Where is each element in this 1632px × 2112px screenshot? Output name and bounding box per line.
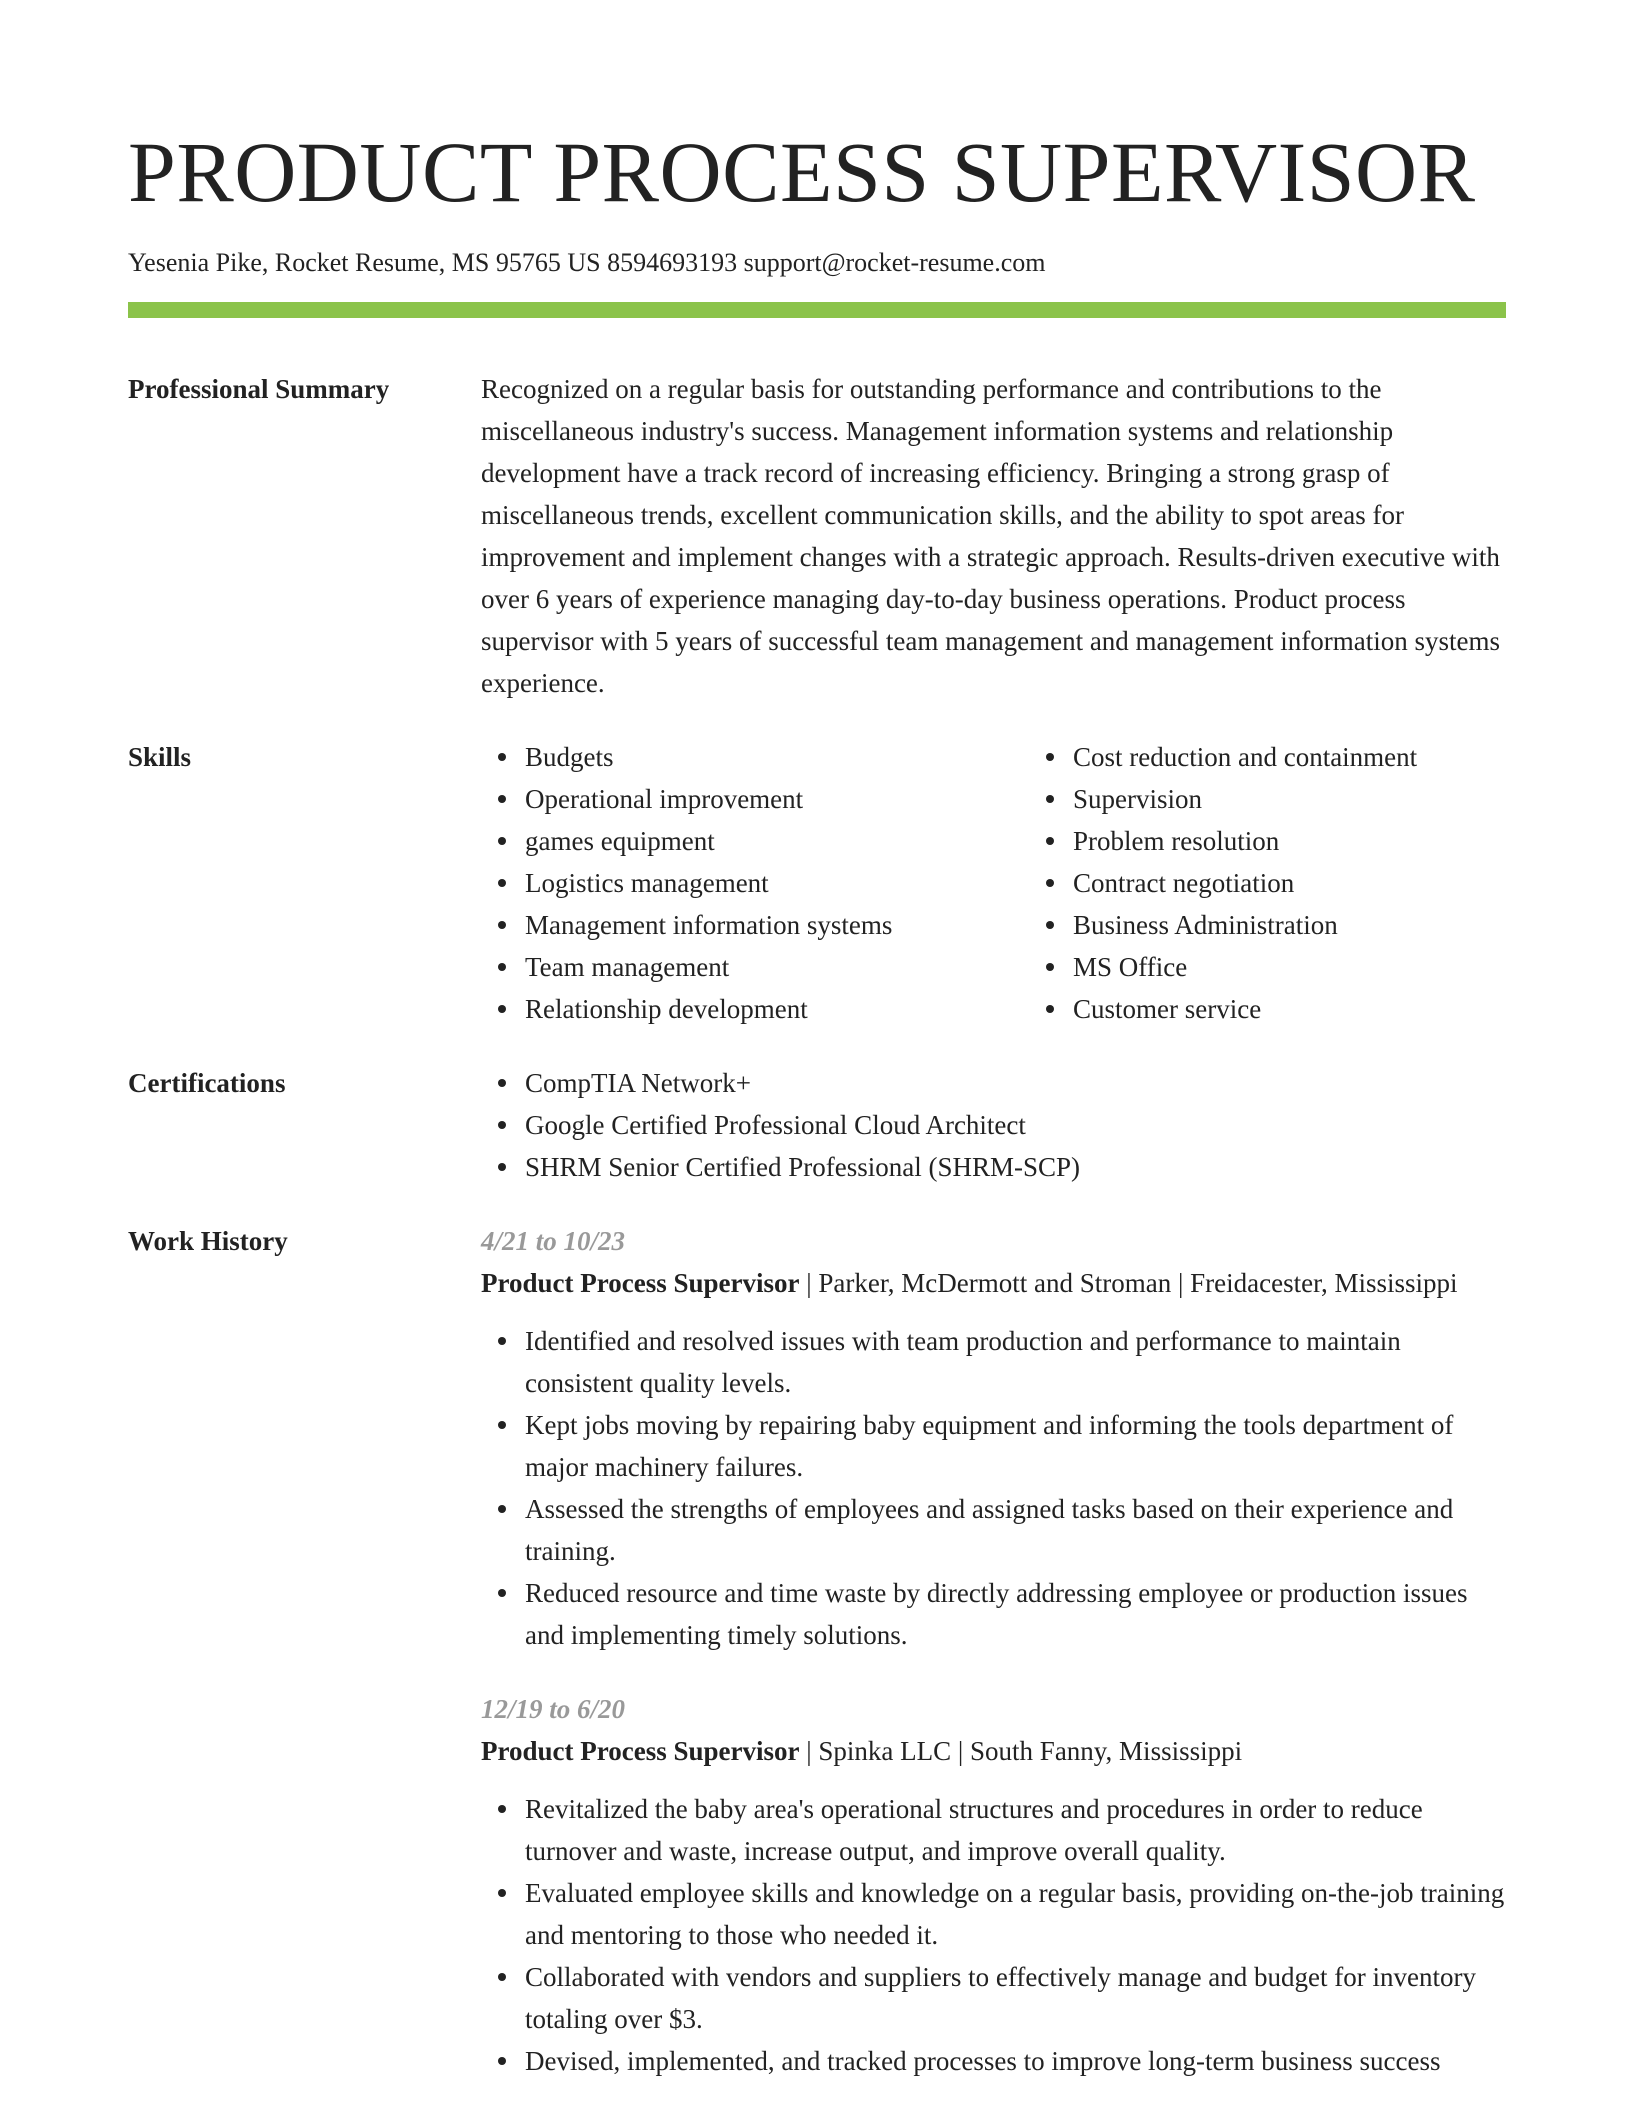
summary-body xyxy=(481,368,1506,704)
job-bullet: Kept jobs moving by repairing baby equipment and informing the tools department of major machinery failures. xyxy=(525,1404,1506,1488)
certifications-section xyxy=(128,1062,1506,1188)
skills-columns xyxy=(481,736,1577,1030)
job-details: | Parker, McDermott and Stroman | Freidacester, Mississippi xyxy=(799,1268,1458,1298)
skill-item: Management information systems xyxy=(525,904,1029,946)
job-bullet: Assessed the strengths of employees and assigned tasks based on their experience and training. xyxy=(525,1488,1506,1572)
resume-title: PRODUCT PROCESS SUPERVISOR xyxy=(128,124,1476,220)
skill-item: Logistics management xyxy=(525,862,1029,904)
job-bullet: Collaborated with vendors and suppliers to effectively manage and budget for inventory totaling over $3. xyxy=(525,1956,1506,2040)
job-date: 4/21 to 10/23 xyxy=(481,1226,626,1256)
job-title: Product Process Supervisor xyxy=(481,1268,800,1298)
skill-item: Team management xyxy=(525,946,1029,988)
skill-item: Operational improvement xyxy=(525,778,1029,820)
resume-page xyxy=(128,0,1506,2082)
skill-item: MS Office xyxy=(1073,946,1577,988)
job-entry xyxy=(481,1220,1506,1656)
job-heading xyxy=(481,1262,1506,1304)
job-title: Product Process Supervisor xyxy=(481,1736,800,1766)
skills-list-left xyxy=(481,736,1029,1030)
work-history-body xyxy=(481,1220,1506,2082)
skill-item: Cost reduction and containment xyxy=(1073,736,1577,778)
skill-item: Problem resolution xyxy=(1073,820,1577,862)
job-bullet: Reduced resource and time waste by directly addressing employee or production issues and implementing timely solutions. xyxy=(525,1572,1506,1656)
accent-divider xyxy=(128,302,1506,318)
certification-item: CompTIA Network+ xyxy=(525,1062,1506,1104)
skill-item: Customer service xyxy=(1073,988,1577,1030)
job-heading xyxy=(481,1730,1506,1772)
skills-list-right xyxy=(1029,736,1577,1030)
job-bullets xyxy=(481,1788,1506,2082)
skills-section xyxy=(128,736,1506,1030)
job-bullet: Revitalized the baby area's operational structures and procedures in order to reduce turnover and waste, increase output, and improve overall quality. xyxy=(525,1788,1506,1872)
work-history-section xyxy=(128,1220,1506,2082)
section-heading-skills: Skills xyxy=(128,742,192,772)
job-bullets xyxy=(481,1320,1506,1656)
section-heading-summary: Professional Summary xyxy=(128,374,390,404)
skill-item: Business Administration xyxy=(1073,904,1577,946)
job-bullet: Identified and resolved issues with team production and performance to maintain consistent quality levels. xyxy=(525,1320,1506,1404)
skill-item: Supervision xyxy=(1073,778,1577,820)
section-heading-certifications: Certifications xyxy=(128,1068,286,1098)
job-date: 12/19 to 6/20 xyxy=(481,1694,626,1724)
skill-item: Budgets xyxy=(525,736,1029,778)
skills-body xyxy=(481,736,1577,1030)
summary-section xyxy=(128,368,1506,704)
certifications-list xyxy=(481,1062,1506,1188)
skill-item: Contract negotiation xyxy=(1073,862,1577,904)
certification-item: SHRM Senior Certified Professional (SHRM-SCP) xyxy=(525,1146,1506,1188)
job-bullet: Evaluated employee skills and knowledge on a regular basis, providing on-the-job training and mentoring to those who needed it. xyxy=(525,1872,1506,1956)
contact-line: Yesenia Pike, Rocket Resume, MS 95765 US 8594693193 support@rocket-resume.com xyxy=(128,248,1046,277)
job-details: | Spinka LLC | South Fanny, Mississippi xyxy=(799,1736,1243,1766)
skill-item: Relationship development xyxy=(525,988,1029,1030)
certifications-body xyxy=(481,1062,1506,1188)
certification-item: Google Certified Professional Cloud Architect xyxy=(525,1104,1506,1146)
job-bullet: Devised, implemented, and tracked processes to improve long-term business success xyxy=(525,2040,1506,2082)
section-heading-work-history: Work History xyxy=(128,1226,288,1256)
skill-item: games equipment xyxy=(525,820,1029,862)
summary-text: Recognized on a regular basis for outstanding performance and contributions to the miscellaneous industry's success. Management information systems and relationship development have a track record of increasing efficiency. Bringing a strong grasp of miscellaneous trends, excellent communication skills, and the ability to spot areas for improvement and implement changes with a strategic approach. Results-driven executive with over 6 years of experience managing day-to-day business operations. Product process supervisor with 5 years of successful team management and management information systems experience. xyxy=(481,374,1500,698)
job-entry xyxy=(481,1688,1506,2082)
